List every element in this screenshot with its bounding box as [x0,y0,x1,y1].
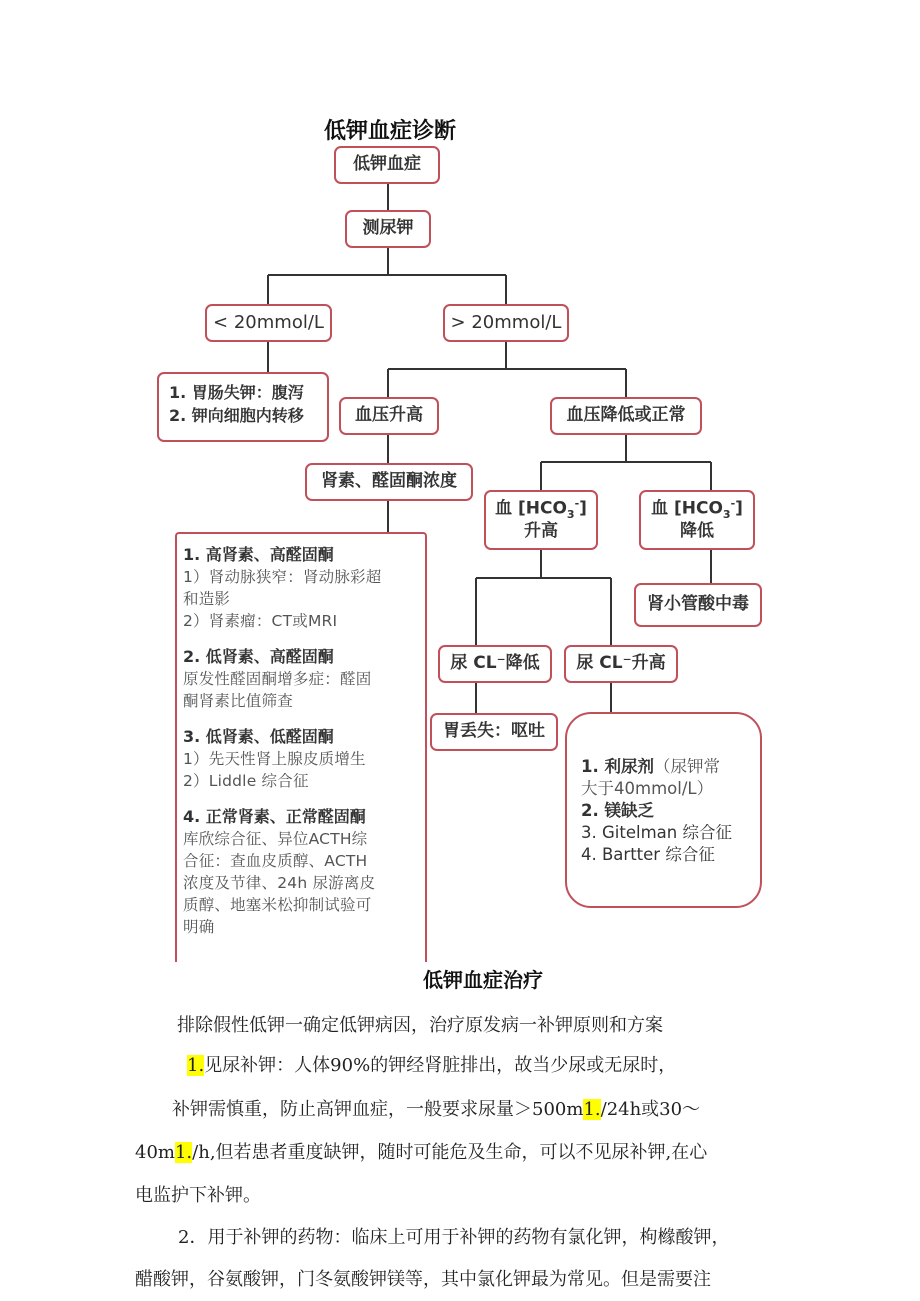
paragraph-1-line-1: 1.见尿补钾：人体90%的钾经肾脏排出，故当少尿或无尿时， [187,1055,677,1076]
node-hco3-high [484,490,598,550]
section-line: 库欣综合征、异位ACTH综 [183,830,368,848]
low-causes-list [157,372,329,442]
cl-high-causes [565,712,762,908]
section-heading: 4. 正常肾素、正常醛固酮 [183,807,366,826]
section-line: 合征：查血皮质醇、ACTH [183,852,368,870]
highlight-mark: 1. [583,1099,601,1120]
node-urine-potassium-test: 测尿钾 [345,210,431,248]
hco3-low-line2: 降低 [680,521,714,542]
section-heading: 2. 低肾素、高醛固酮 [183,647,334,666]
hco3-high-line2: 升高 [524,521,558,542]
node-gastric-loss: 胃丢失：呕吐 [430,713,558,751]
section-line: 和造影 [183,590,231,608]
hco3-low-line1: 血 $[HCO_3^-]$ [651,497,743,522]
diagnosis-title: 低钾血症诊断 [324,119,457,144]
paragraph-2-line-2: 醋酸钾，谷氨酸钾，门冬氨酸钾镁等，其中氯化钾最为常见。但是需要注 [135,1269,711,1290]
cl-high-cause: 1. 利尿剂（尿钾常 [581,757,720,776]
node-renal-tubular-acidosis: 肾小管酸中毒 [634,583,762,627]
section-line: 原发性醛固酮增多症：醛固 [183,670,372,688]
renin-aldosterone-categories [175,532,427,962]
section-line: 酮肾素比值筛查 [183,692,293,710]
paragraph-2-line-1: 2．用于补钾的药物：临床上可用于补钾的药物有氯化钾，枸橼酸钾， [178,1227,730,1248]
paragraph-1-line-4: 电监护下补钾。 [135,1185,261,1206]
node-bp-high: 血压升高 [339,397,439,435]
section-line: 明确 [183,918,215,936]
node-bp-low-or-normal: 血压降低或正常 [550,397,702,435]
cl-high-cause: 2. 镁缺乏 [581,801,654,820]
section-line: 2）肾素瘤：CT或MRI [183,612,338,630]
cl-high-cause-cont: 大于40mmol/L） [581,779,714,798]
low-cause-item: 2. 钾向细胞内转移 [169,406,304,425]
paragraph-1-line-3: 40m1./h,但若患者重度缺钾，随时可能危及生命，可以不见尿补钾,在心 [135,1142,708,1163]
highlight-mark: 1. [187,1055,205,1076]
section-heading: 1. 高肾素、高醛固酮 [183,545,334,564]
cl-high-cause: 3. Gitelman 综合征 [581,823,732,842]
node-renin-aldosterone: 肾素、醛固酮浓度 [305,463,473,501]
section-line: 1）肾动脉狭窄：肾动脉彩超 [183,568,382,586]
node-urine-cl-low: 尿 CL⁻降低 [438,645,552,683]
node-hco3-low [639,490,755,550]
node-urine-cl-high: 尿 CL⁻升高 [564,645,678,683]
paragraph-1-line-2: 补钾需慎重，防止高钾血症，一般要求尿量＞500m1./24h或30～ [172,1099,701,1120]
renin-section [183,726,419,792]
renin-section [183,544,419,632]
section-heading: 3. 低肾素、低醛固酮 [183,727,334,746]
hco3-high-line1: 血 $[HCO_3^-]$ [495,497,587,522]
treatment-intro: 排除假性低钾一确定低钾病因，治疗原发病一补钾原则和方案 [177,1015,663,1036]
low-cause-item: 1. 胃肠失钾：腹泻 [169,383,304,402]
node-greater-than-20: > 20mmol/L [443,304,569,342]
node-hypokalemia: 低钾血症 [334,146,440,184]
section-line: 质醇、地塞米松抑制试验可 [183,896,372,914]
node-less-than-20: < 20mmol/L [205,304,332,342]
treatment-title: 低钾血症治疗 [423,968,543,992]
renin-section [183,806,419,938]
section-line: 浓度及节律、24h 尿游离皮 [183,874,376,892]
section-line: 1）先天性肾上腺皮质增生 [183,750,366,768]
section-line: 2）Liddle 综合征 [183,772,309,790]
cl-high-cause: 4. Bartter 综合征 [581,845,715,864]
highlight-mark: 1. [174,1142,193,1163]
renin-section [183,646,419,712]
